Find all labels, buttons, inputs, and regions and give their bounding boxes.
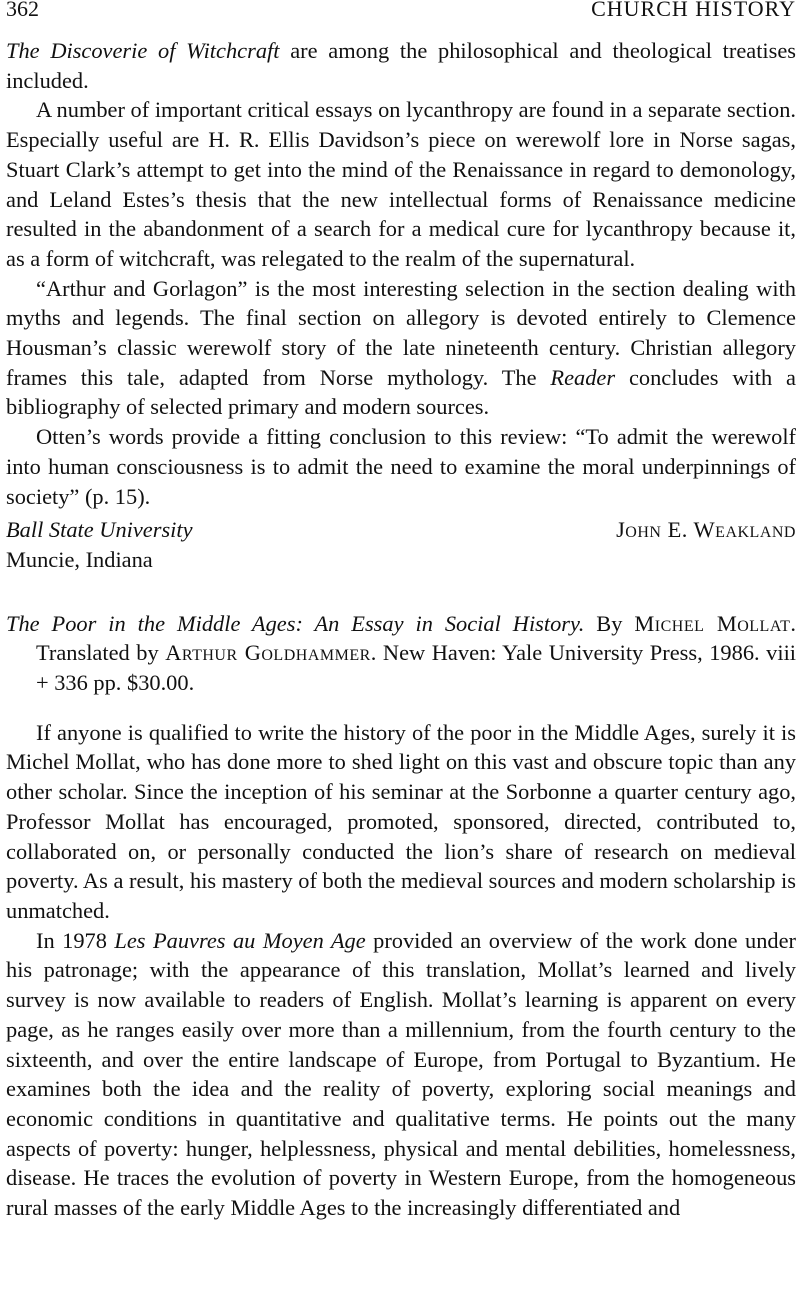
review2-paragraph-2: In 1978 Les Pauvres au Moyen Age provided an overview of the work done under his patronage; with the appearance of this translation, Mollat’s learned and lively survey is now available to readers of English. Mollat’s learning is apparent on every page, as he ranges easily over more than a millennium, from the fourth century to the sixteenth, and over the entire landscape of Europe, from Portugal to Byzantium. He examines both the idea and the reality of poverty, exploring social meanings and economic conditions in quantitative and qualitative terms. He points out the many aspects of poverty: hunger, helplessness, physical and mental debilities, homelessness, disease. He traces the evolution of poverty in Western Europe, from the homogeneous rural masses of the early Middle Ages to the increasingly differentiated and <box>6 927 797 1221</box>
publication-details: . New Haven: Yale University Press, 1986. viii + 336 pp. $30.00. <box>36 640 797 696</box>
reviewer-affiliation: Ball State University <box>6 517 193 543</box>
journal-page <box>6 0 796 1223</box>
book-title-poor-middle-ages: The Poor in the Middle Ages: An Essay in Social History. <box>6 610 585 636</box>
book-title-les-pauvres: Les Pauvres au Moyen Age <box>114 927 366 953</box>
reviewer-name: John E. Weakland <box>616 517 796 543</box>
review1-paragraph-3: “Arthur and Gorlagon” is the most interesting selection in the section dealing with myths and legends. The final section on allegory is devoted entirely to Clemence Housman’s classic werewolf story of the late nineteenth century. Christian allegory frames this tale, adapted from Norse mythology. The Reader concludes with a bibliography of selected primary and modern sources. <box>6 275 796 420</box>
reviewer-signature <box>6 515 796 545</box>
review1-paragraph-2: A number of important critical essays on lycanthropy are found in a separate section. Especially useful are H. R. Ellis Davidson’s piece on werewolf lore in Norse sagas, Stuart Clark’s attempt to get into the mind of the Renaissance in regard to demonology, and Leland Estes’s thesis that the new intellectual forms of Renaissance medicine resulted in the abandonment of a search for a medical cure for lycanthropy because it, as a form of witchcraft, was relegated to the realm of the supernatural. <box>6 97 796 271</box>
review1-paragraph-1: The Discoverie of Witchcraft are among the philosophical and theological treatises included. <box>6 38 797 93</box>
running-head <box>6 0 796 36</box>
reviewer-location: Muncie, Indiana <box>6 546 153 572</box>
book-translator: Arthur Goldhammer <box>165 640 371 666</box>
reviewer-location-row <box>6 545 796 575</box>
review2-paragraph-1: If anyone is qualified to write the history of the poor in the Middle Ages, surely it is Michel Mollat, who has done more to shed light on this vast and obscure topic than any other scholar. Since the inception of his seminar at the Sorbonne a quarter century ago, Professor Mollat has encouraged, promoted, sponsored, directed, contributed to, collaborated on, or personally conducted the lion’s share of research on medieval poverty. As a result, his mastery of both the medieval sources and modern scholarship is unmatched. <box>6 719 796 923</box>
book-author: Michel Mollat <box>634 610 791 636</box>
review-weakland <box>6 36 796 575</box>
book-title-reader: Reader <box>550 364 616 390</box>
book-citation: The Poor in the Middle Ages: An Essay in Social History. By Michel Mollat. Translated by Arthur Goldhammer. New Haven: Yale University Press, 1986. viii + 336 pp. $30.00. <box>6 610 797 696</box>
review1-paragraph-4: Otten’s words provide a fitting conclusion to this review: “To admit the werewolf into human consciousness is to admit the need to examine the moral underpinnings of society” (p. 15). <box>6 424 796 509</box>
page-number: 362 <box>6 0 39 21</box>
journal-title: CHURCH HISTORY <box>591 0 796 21</box>
review-mollat <box>6 718 796 1223</box>
book-title-discoverie: The Discoverie of Witchcraft <box>6 38 280 63</box>
